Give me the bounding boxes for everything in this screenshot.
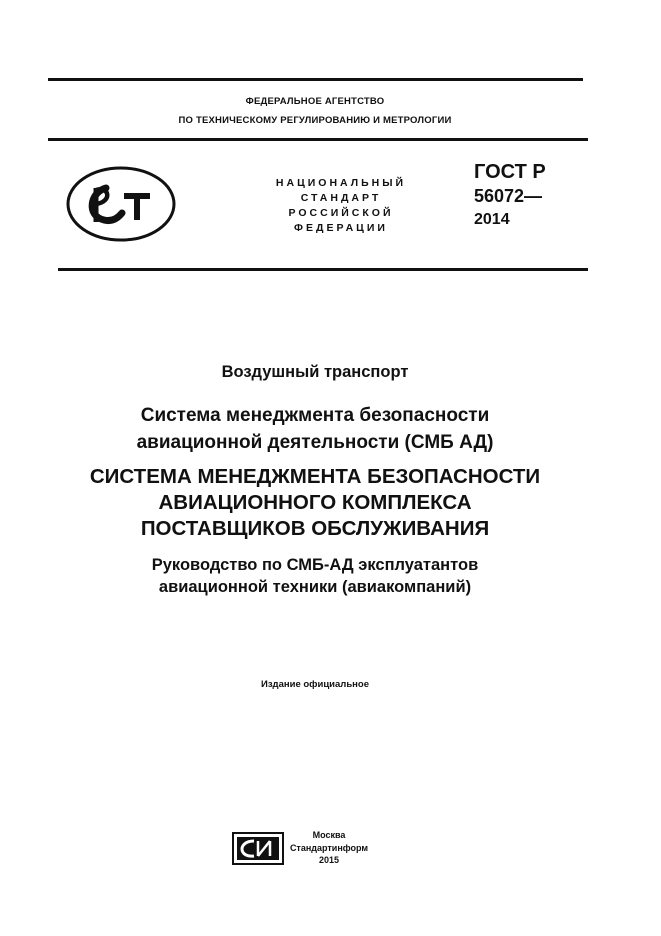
national-standard-label [252, 176, 430, 236]
edition-label: Издание официальное [261, 679, 369, 690]
top-rule [48, 78, 583, 81]
gost-number: 56072— [474, 186, 543, 206]
natstd-line-1: НАЦИОНАЛЬНЫЙ [275, 177, 407, 189]
title-main-line-2: авиационной деятельности (СМБ АД) [136, 432, 494, 453]
title-english-caps [20, 464, 610, 542]
standard-rule [58, 268, 588, 271]
title-main [30, 402, 600, 456]
title-guide-line-2: авиационной техники (авиакомпаний) [158, 578, 472, 596]
publisher-name: Стандартинформ [289, 842, 369, 853]
header-rule [48, 138, 588, 141]
agency-line-2: ПО ТЕХНИЧЕСКОМУ РЕГУЛИРОВАНИЮ И МЕТРОЛОГИИ [178, 115, 452, 126]
title-caps-line-2: АВИАЦИОННОГО КОМПЛЕКСА [158, 491, 472, 514]
natstd-line-3: РОССИЙСКОЙ [288, 207, 394, 219]
agency-line-1: ФЕДЕРАЛЬНОЕ АГЕНТСТВО [245, 96, 385, 107]
rst-logo-icon [66, 166, 176, 242]
publisher-block [288, 829, 370, 867]
gost-label: ГОСТ Р [474, 161, 546, 183]
natstd-line-4: ФЕДЕРАЦИИ [294, 222, 388, 234]
title-caps-line-3: ПОСТАВЩИКОВ ОБСЛУЖИВАНИЯ [140, 517, 490, 540]
title-guide-line-1: Руководство по СМБ-АД эксплуатантов [151, 556, 479, 574]
natstd-line-2: СТАНДАРТ [300, 192, 382, 204]
gost-designation [474, 160, 584, 232]
title-guide [30, 554, 600, 598]
title-caps-line-1: СИСТЕМА МЕНЕДЖМЕНТА БЕЗОПАСНОСТИ [89, 465, 541, 488]
publisher-city: Москва [312, 830, 346, 840]
title-main-line-1: Система менеджмента безопасности [140, 405, 490, 426]
publisher-year: 2015 [318, 855, 340, 865]
gost-year: 2014 [474, 211, 510, 228]
standartinform-logo-icon [232, 832, 284, 865]
field-title: Воздушный транспорт [221, 363, 409, 381]
